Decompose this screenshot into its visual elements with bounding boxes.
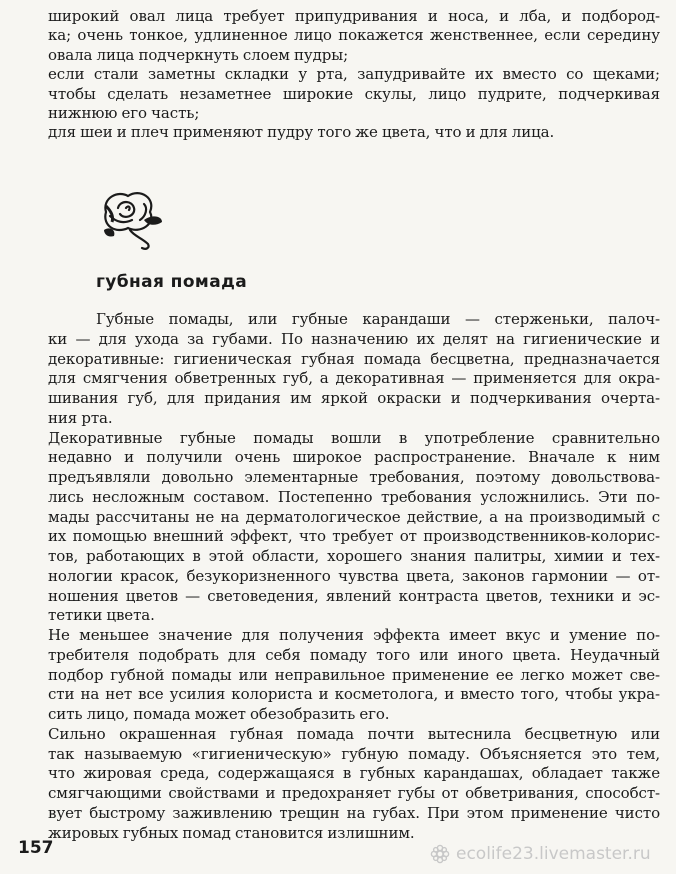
text-line: лись несложным составом. Постепенно требования усложнились. Эти по- bbox=[48, 487, 660, 506]
text-line: ношения цветов — световедения, явлений контраста цветов, техники и эс- bbox=[48, 586, 660, 605]
text-line: сти на нет все усилия колориста и косметолога, и вместо того, чтобы укра- bbox=[48, 685, 660, 704]
text-line: требителя подобрать для себя помаду того или иного цвета. Неудачный bbox=[48, 645, 660, 664]
text-line: для шеи и плеч применяют пудру того же цвета, что и для лица. bbox=[48, 123, 555, 142]
text-line: так называемую «гигиеническую» губную помаду. Объясняется это тем, bbox=[48, 744, 660, 763]
text-line: нижнюю его часть; bbox=[48, 103, 200, 122]
text-line: тов, работающих в этой области, хорошего знания палитры, химии и тех- bbox=[48, 547, 660, 565]
text-line: их помощью внешний эффект, что требует от производственников-колорис- bbox=[48, 527, 660, 546]
text-line: сить лицо, помада может обезобразить его. bbox=[48, 705, 390, 723]
text-line bbox=[48, 310, 660, 330]
text-line: если стали заметны складки у рта, запудривайте их вместо со щеками; bbox=[48, 65, 660, 84]
text-line: что жировая среда, содержащаяся в губных карандашах, обладает также bbox=[48, 764, 660, 783]
text-line: для смягчения обветренных губ, а декоративная — применяется для окра- bbox=[48, 369, 660, 388]
text-line: шивания губ, для придания им яркой окраски и подчеркивания очерта- bbox=[48, 389, 660, 407]
text-line: предъявляли довольно элементарные требования, поэтому довольствова- bbox=[48, 468, 660, 486]
section-heading: губная помада bbox=[96, 272, 248, 292]
rose-icon bbox=[96, 186, 168, 252]
text-line: ка; очень тонкое, удлиненное лицо покажется женственнее, если середину bbox=[48, 26, 660, 45]
top-paragraph bbox=[48, 7, 660, 143]
text-line: ния рта. bbox=[48, 408, 113, 427]
text-line: ки — для ухода за губами. По назначению их делят на гигиенические и bbox=[48, 329, 660, 348]
text-line: чтобы сделать незаметнее широкие скулы, лицо пудрите, подчеркивая bbox=[48, 84, 660, 103]
text-line: Декоративные губные помады вошли в употребление сравнительно bbox=[48, 428, 660, 447]
text-line: тетики цвета. bbox=[48, 606, 155, 625]
text-line: недавно и получили очень широкое распространение. Вначале к ним bbox=[48, 448, 660, 467]
text-run-visible: Губные помады, или губные карандаши — стерженьки, палоч- bbox=[96, 310, 660, 328]
text-line: декоративные: гигиеническая губная помада бесцветна, предназначается bbox=[48, 349, 660, 368]
page-number: 157 bbox=[18, 838, 54, 858]
text-line: Не меньшее значение для получения эффекта имеет вкус и умение по- bbox=[48, 626, 660, 644]
text-line: мады рассчитаны не на дерматологическое действие, а на производимый с bbox=[48, 507, 660, 526]
text-line: подбор губной помады или неправильное применение ее легко может све- bbox=[48, 665, 660, 684]
text-line: широкий овал лица требует припудривания и носа, и лба, и подбород- bbox=[48, 7, 660, 25]
text-line: смягчающими свойствами и предохраняет губы от обветривания, способст- bbox=[48, 784, 660, 802]
text-line: нологии красок, безукоризненного чувства цвета, законов гармонии — от- bbox=[48, 566, 660, 585]
body-text bbox=[48, 310, 660, 843]
watermark bbox=[430, 843, 651, 865]
text-line: жировых губных помад становится излишним. bbox=[48, 823, 415, 842]
text-line: овала лица подчеркнуть слоем пудры; bbox=[48, 45, 349, 64]
text-line: Сильно окрашенная губная помада почти вытеснила бесцветную или bbox=[48, 724, 660, 743]
text-line: вует быстрому заживлению трещин на губах. При этом применение чисто bbox=[48, 803, 660, 822]
watermark-text: ecolife23.livemaster.ru bbox=[456, 844, 651, 864]
flower-icon bbox=[430, 844, 450, 864]
